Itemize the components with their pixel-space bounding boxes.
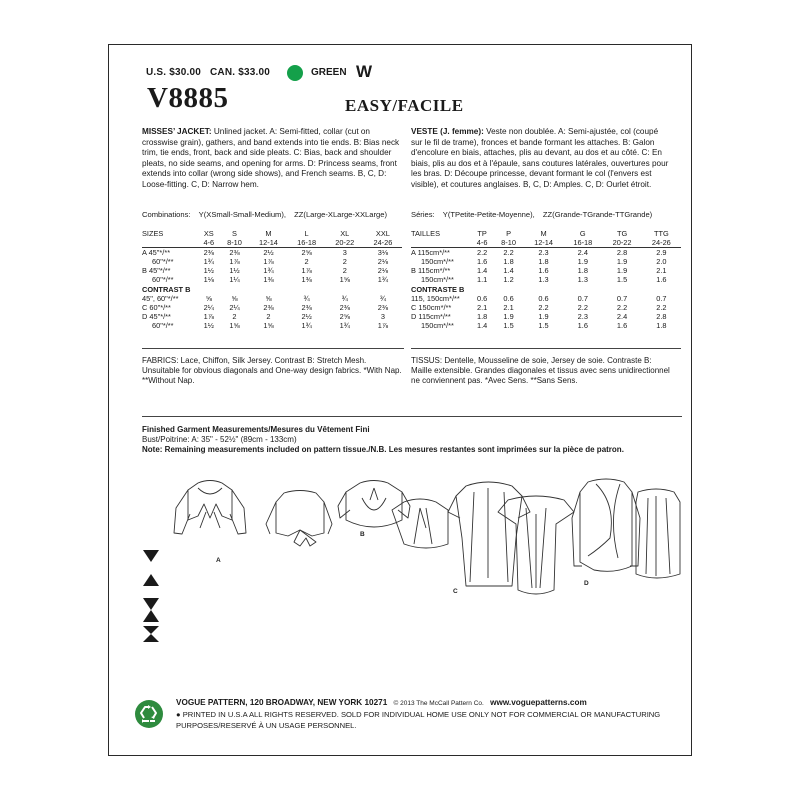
english-yardage-table: SIZES XS S M L XL XXL 4-6 8-10 12-14 16-18 20-22 24-26 A 45"*/** 2⅜ 2⅜ 2½ 2⅝ 3 3⅛ 60"*/** 1¾ 1⅞ 1⅞ 2 2 2⅛ B 45"*/** 1½ 1½ 1¾ 1⅞ 2 2⅛ 60"*/** 1⅛ 1¼ 1⅜ 1⅜ 1⅝ 1¾ CONTRAST B 45", 60"*/** ⅝ ⅝ ⅝ ¾ ¾ ¾ C 60"*/** 2¼ 2¼ 2⅜ 2⅜ 2⅜ 2⅜ D 45"*/** 1⅞ 2 2 2½ 2⅝ 3 60"*/** 1½ 1⅝ 1⅝ 1¾ 1¾ 1⅞ <box>142 229 402 330</box>
english-combinations: Combinations: Y(XSmall-Small-Medium), ZZ(Large-XLarge-XXLarge) <box>142 210 387 219</box>
letter-code: W <box>356 62 373 81</box>
tailles-label: TAILLES <box>411 229 441 238</box>
garment-sketches <box>170 478 682 608</box>
table-row: B 45"*/** 1½ 1½ 1¾ 1⅞ 2 2⅛ <box>142 266 389 276</box>
recycle-icon <box>134 699 164 729</box>
table-row: 150cm*/** 1.1 1.2 1.3 1.3 1.5 1.6 <box>421 275 667 285</box>
french-yardage-table: TAILLES TP P M G TG TTG 4-6 8-10 12-14 16-18 20-22 24-26 A 115cm*/** 2.2 2.2 2.3 2.4 2.8 2.9 150cm*/** 1.6 1.8 1.8 1.9 1.9 2.0 B 115cm*/** 1.4 1.4 1.6 1.8 1.9 2.1 150cm*/** 1.1 1.2 1.3 1.3 1.5 1.6 CONTRASTE B 115, 150cm*/** 0.6 0.6 0.6 0.7 0.7 0.7 C 150cm*/** 2.1 2.1 2.2 2.2 2.2 2.2 D 115cm*/** 1.8 1.9 1.9 2.3 2.4 2.8 150cm*/** 1.4 1.5 1.5 1.6 1.6 1.8 <box>411 229 681 330</box>
company-address: VOGUE PATTERN, 120 BROADWAY, NEW YORK 10271 <box>176 698 388 707</box>
divider <box>411 348 681 349</box>
english-body: Unlined jacket. A: Semi-fitted, collar (cut on crosswise grain), gathers, and band extends into tie ends. B: Bias neck trim, tie ends, front, back and side pleats. C: Bias, back and shoulder pleats, no side seams, and opening for arms. D: Princess seams, front extends into collar (wrong side shows), and French seams. B, C, D: Loose-fitting. C, D: Narrow hem. <box>142 127 400 189</box>
table-row: 150cm*/** 1.6 1.8 1.8 1.9 1.9 2.0 <box>421 257 667 267</box>
view-d-back-sketch <box>636 489 680 578</box>
english-title: MISSES’ JACKET: <box>142 127 212 136</box>
price-us: U.S. $30.00 <box>146 67 202 78</box>
table-row: A 45"*/** 2⅜ 2⅜ 2½ 2⅝ 3 3⅛ <box>142 248 389 258</box>
price-line <box>146 67 276 78</box>
view-a-back-sketch <box>266 491 332 547</box>
table-row: 45", 60"*/** ⅝ ⅝ ⅝ ¾ ¾ ¾ <box>142 293 386 303</box>
bust-measurement: Bust/Poitrine: A: 35" - 52½" (89cm - 133cm) <box>142 435 297 444</box>
footer <box>176 697 676 731</box>
divider <box>142 416 682 417</box>
rights-notice: ● PRINTED IN U.S.A ALL RIGHTS RESERVED. SOLD FOR INDIVIDUAL HOME USE ONLY NOT FOR COMMERCIAL OR MANUFACTURING PURPOSES/RESERVÉ À UN USAGE PERSONNEL. <box>176 710 661 730</box>
table-row: D 115cm*/** 1.8 1.9 1.9 2.3 2.4 2.8 <box>411 311 667 321</box>
sizes-label: SIZES <box>142 229 164 238</box>
table-row: D 45"*/** 1⅞ 2 2 2½ 2⅝ 3 <box>142 311 385 321</box>
french-fabrics: TISSUS: Dentelle, Mousseline de soie, Jersey de soie. Contraste B: Maille extensible. Grandes diagonales et tissus avec sens unidirectionnel ne conviennent pas. *Avec Sens. **Sans Sens. <box>411 356 670 385</box>
divider <box>142 348 404 349</box>
view-c-back-sketch <box>498 496 574 594</box>
table-row: C 60"*/** 2¼ 2¼ 2⅜ 2⅜ 2⅜ 2⅜ <box>142 302 389 312</box>
table-row: B 115cm*/** 1.4 1.4 1.6 1.8 1.9 2.1 <box>411 266 667 276</box>
view-label-a: A <box>216 557 221 564</box>
table-row: 60"*/** 1½ 1⅝ 1⅝ 1¾ 1¾ 1⅞ <box>152 320 389 330</box>
measurements-note: Note: Remaining measurements included on pattern tissue./N.B. Les mesures restantes sont imprimées sur la pièce de patron. <box>142 445 624 454</box>
table-row: 150cm*/** 1.4 1.5 1.5 1.6 1.6 1.8 <box>421 320 667 330</box>
price-can: CAN. $33.00 <box>210 67 271 78</box>
measurements-title: Finished Garment Measurements/Mesures du Vêtement Fini <box>142 425 370 434</box>
french-title: VESTE (J. femme): <box>411 127 484 136</box>
view-b-back-sketch <box>392 499 448 548</box>
view-label-b: B <box>360 531 365 538</box>
french-body: Veste non doublée. A: Semi-ajustée, col (coupé sur le fil de trame), fronces et bande formant les attaches. B: Galon d'encolure en biais, attaches, plis au devant, au dos et au côté. C: En biais, plis au dos et à l'épaule, sans coutures latérales, ouvertures pour les bras. D: Découpe princesse, devant formant le col (l'envers est visible), et coutures anglaises. B, C, D: Amples. C, D: Ourlet étroit. <box>411 127 669 189</box>
color-label: GREEN <box>311 67 347 78</box>
table-row: 115, 150cm*/** 0.6 0.6 0.6 0.7 0.7 0.7 <box>411 293 667 303</box>
difficulty-level: EASY/FACILE <box>345 96 464 115</box>
english-fabrics: FABRICS: Lace, Chiffon, Silk Jersey. Contrast B: Stretch Mesh. Unsuitable for obvious diagonals and One-way design fabrics. *With Nap. **Without Nap. <box>142 356 402 385</box>
table-row: A 115cm*/** 2.2 2.2 2.3 2.4 2.8 2.9 <box>411 248 667 258</box>
contraste-label: CONTRASTE B <box>411 284 465 294</box>
copyright: © 2013 The McCall Pattern Co. <box>393 700 484 707</box>
view-b-front-sketch <box>338 481 410 528</box>
french-description <box>411 127 671 191</box>
finished-measurements <box>142 425 682 455</box>
color-dot-icon <box>287 65 303 81</box>
view-label-c: C <box>453 588 458 595</box>
english-description <box>142 127 402 191</box>
view-label-d: D <box>584 580 589 587</box>
table-row: 60"*/** 1⅛ 1¼ 1⅜ 1⅜ 1⅝ 1¾ <box>152 275 389 285</box>
table-row: C 150cm*/** 2.1 2.1 2.2 2.2 2.2 2.2 <box>411 302 667 312</box>
fold-symbol-icon <box>142 548 160 644</box>
view-a-front-sketch <box>174 481 246 535</box>
contrast-label: CONTRAST B <box>142 284 191 294</box>
pattern-number: V8885 <box>147 82 229 114</box>
french-combinations: Séries: Y(TPetite-Petite-Moyenne), ZZ(Grande-TGrande-TTGrande) <box>411 210 653 219</box>
view-d-front-sketch <box>572 479 640 571</box>
website-link[interactable]: www.voguepatterns.com <box>490 698 587 707</box>
table-row: 60"*/** 1¾ 1⅞ 1⅞ 2 2 2⅛ <box>152 257 389 267</box>
